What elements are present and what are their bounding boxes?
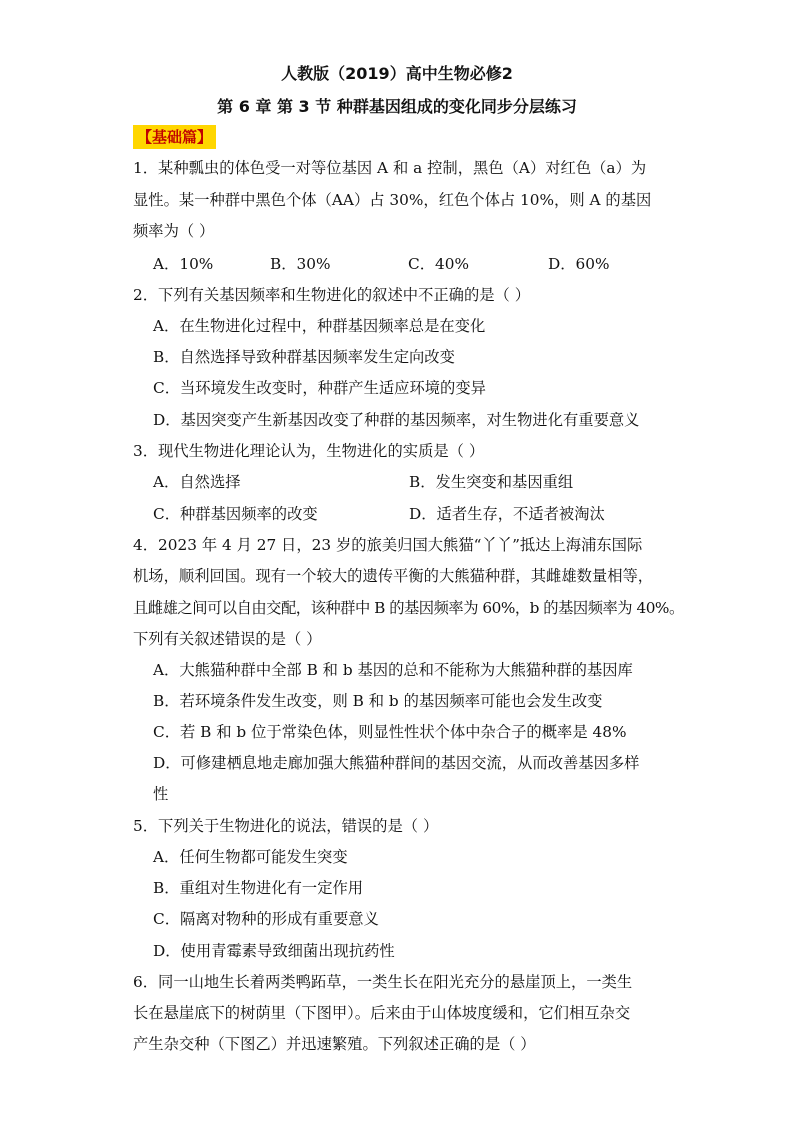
q5-option-d: D．使用青霉素导致细菌出现抗药性: [153, 942, 395, 960]
q2-option-d: D．基因突变产生新基因改变了种群的基因频率，对生物进化有重要意义: [153, 411, 640, 429]
q4-option-b: B．若环境条件发生改变，则 B 和 b 的基因频率可能也会发生改变: [153, 692, 603, 710]
q2-stem: 2．下列有关基因频率和生物进化的叙述中不正确的是（ ）: [133, 286, 531, 304]
q3-option-b: B．发生突变和基因重组: [409, 473, 574, 491]
q4-option-d-cont: 性: [153, 785, 169, 803]
q5-stem: 5．下列关于生物进化的说法，错误的是（ ）: [133, 817, 439, 835]
q3-option-a: A．自然选择: [153, 473, 241, 491]
q4-stem-line-4: 下列有关叙述错误的是（ ）: [133, 630, 322, 648]
q3-option-c: C．种群基因频率的改变: [153, 505, 318, 523]
q3-option-d: D．适者生存，不适者被淘汰: [409, 505, 605, 523]
q2-option-b: B．自然选择导致种群基因频率发生定向改变: [153, 348, 455, 366]
q4-option-a: A．大熊猫种群中全部 B 和 b 基因的总和不能称为大熊猫种群的基因库: [153, 661, 633, 679]
q1-option-b: B．30%: [270, 255, 331, 273]
q4-option-c: C．若 B 和 b 位于常染色体，则显性性状个体中杂合子的概率是 48%: [153, 723, 627, 741]
q5-option-c: C．隔离对物种的形成有重要意义: [153, 910, 379, 928]
q5-option-b: B．重组对生物进化有一定作用: [153, 879, 364, 897]
q1-stem-line-1: 1．某种瓢虫的体色受一对等位基因 A 和 a 控制，黑色（A）对红色（a）为: [133, 159, 647, 177]
q1-stem-line-3: 频率为（ ）: [133, 222, 215, 240]
document-subtitle: 第 6 章 第 3 节 种群基因组成的变化同步分层练习: [217, 97, 577, 116]
q4-option-d: D．可修建栖息地走廊加强大熊猫种群间的基因交流，从而改善基因多样: [153, 754, 640, 772]
q2-option-c: C．当环境发生改变时，种群产生适应环境的变异: [153, 379, 486, 397]
q1-stem-line-2: 显性。某一种群中黑色个体（AA）占 30%，红色个体占 10%，则 A 的基因: [133, 191, 652, 209]
q2-option-a: A．在生物进化过程中，种群基因频率总是在变化: [153, 317, 486, 335]
q3-stem: 3．现代生物进化理论认为，生物进化的实质是（ ）: [133, 442, 485, 460]
q1-option-d: D．60%: [548, 255, 610, 273]
document-title: 人教版（2019）高中生物必修2: [281, 64, 513, 83]
q6-stem-line-3: 产生杂交种（下图乙）并迅速繁殖。下列叙述正确的是（ ）: [133, 1035, 536, 1053]
q4-stem-line-2: 机场，顺利回国。现有一个较大的遗传平衡的大熊猫种群，其雌雄数量相等，: [133, 567, 654, 585]
q6-stem-line-2: 长在悬崖底下的树荫里（下图甲）。后来由于山体坡度缓和，它们相互杂交: [133, 1004, 631, 1022]
q4-stem-line-3: 且雌雄之间可以自由交配，该种群中 B 的基因频率为 60%，b 的基因频率为 40%。: [133, 599, 684, 617]
q6-stem-line-1: 6．同一山地生长着两类鸭跖草，一类生长在阳光充分的悬崖顶上，一类生: [133, 973, 633, 991]
q4-stem-line-1: 4．2023 年 4 月 27 日，23 岁的旅美归国大熊猫“丫丫”抵达上海浦东国际: [133, 536, 643, 554]
q1-option-c: C．40%: [408, 255, 470, 273]
q5-option-a: A．任何生物都可能发生突变: [153, 848, 348, 866]
section-badge-basic: 【基础篇】: [133, 125, 216, 149]
q1-option-a: A．10%: [153, 255, 214, 273]
